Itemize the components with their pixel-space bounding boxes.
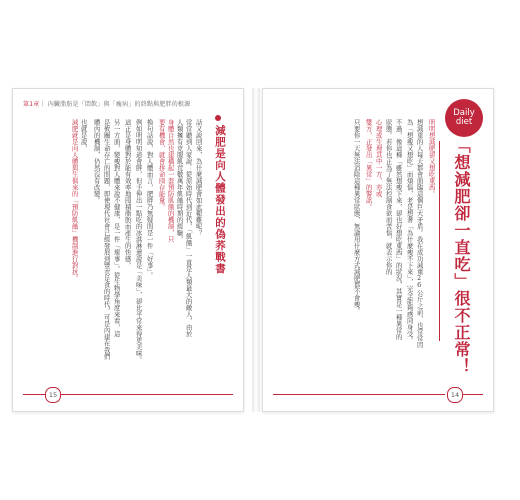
page-number: 14 [447,387,463,403]
paragraph: 話又說回來，為什麼減肥會如此艱難呢？ [194,119,202,236]
highlighted-text: 要有機會，就會拚命囤存能量。 [157,119,165,210]
highlighted-text: 減肥就是向人體與生俱來的「預防飢餓」機制進行對抗。 [70,119,78,282]
heading-part: 很不正常！ [452,290,471,375]
paragraph: 是攸關生命存亡的問題，即使現代社會已經發展到豐衣足食的時代，可是內建在我們 [102,119,110,360]
paragraph: 也就是說， [79,119,87,152]
heading-part: 「想減肥卻一直吃」 [452,137,471,290]
accent-rule [439,141,440,341]
page-number: 15 [45,387,61,403]
left-page [12,88,244,412]
daily-diet-badge [445,99,483,137]
section-title: 減肥是向人體發出的偽荞戰書 [214,125,226,275]
paragraph: 想減重的人每天都會面臨這個巨大矛盾。我在成功減重26公斤之前，也常常因 [415,119,423,348]
highlighted-text: 明明想減肥卻又想吃東西。 [427,119,435,197]
title-bullet-icon [215,115,221,121]
paragraph: 這正是身體對於能有效率地囤積脂肪而產生的快感。 [123,119,131,269]
paragraph: 只要你一天無法消除這種異常狀態，無論用什麼方式減肥都不會瘦。 [352,119,360,314]
badge-line: diet [455,117,473,127]
paragraph: 狀態。若你也正為了無法控制食欲而苦惱，就表示你的 [384,119,392,275]
paragraph: 體內的機制，仍然沒有改變。 [92,119,100,204]
highlighted-text: 身體自然也建構起一套預防肌餓的機制，只 [166,119,174,243]
highlighted-text: 雙方，正發出「異常」的警訊。 [364,119,372,210]
footer-rule [273,394,445,395]
footer-rule [61,394,233,395]
running-header [23,99,190,108]
paragraph: 另一方面，變瘦對人體來說不健康，是一件「壞事」。從生物學角度來看，這 [112,119,120,337]
paragraph: 人類擁有克服飢荒數萬年飢餓時期的經驗， [175,119,183,243]
footer-rule [23,394,45,395]
badge-line: Daily [453,108,475,118]
paragraph: 為「想瘦又想吃」而煩惱，老是想著「為什麼瘦不下來」，完全能夠感同身受。 [405,119,413,344]
chapter-subtitle: ｜ 內臟脂肪是「悶飲」與「瘦病」的終點與肥胖的根源 [39,101,191,108]
highlighted-text: 心理或生理其中一方，亦或 [374,119,382,197]
chapter-label: 第1章 [23,101,40,108]
chapter-heading [452,137,470,375]
paragraph: 例如明明知道會胖，但手伸出一點吃的冰淇淋還說是「美味」，卻比平常來得更美味。 [134,119,142,363]
right-page [262,88,494,412]
paragraph: 不過，像這種「雖然想瘦下來，卻也好想吃東西」的狀況，其實是一種異常的 [394,119,402,340]
book-gutter [252,88,260,412]
paragraph: 常常聽到人家說：從原始時代到近代，「飢餓」一直是人類最大的敵人，由於 [184,119,192,337]
footer-rule [463,394,483,395]
paragraph: 換句話說，對人體而言，肥胖乃無疑問是一件「好事」。 [145,119,153,279]
